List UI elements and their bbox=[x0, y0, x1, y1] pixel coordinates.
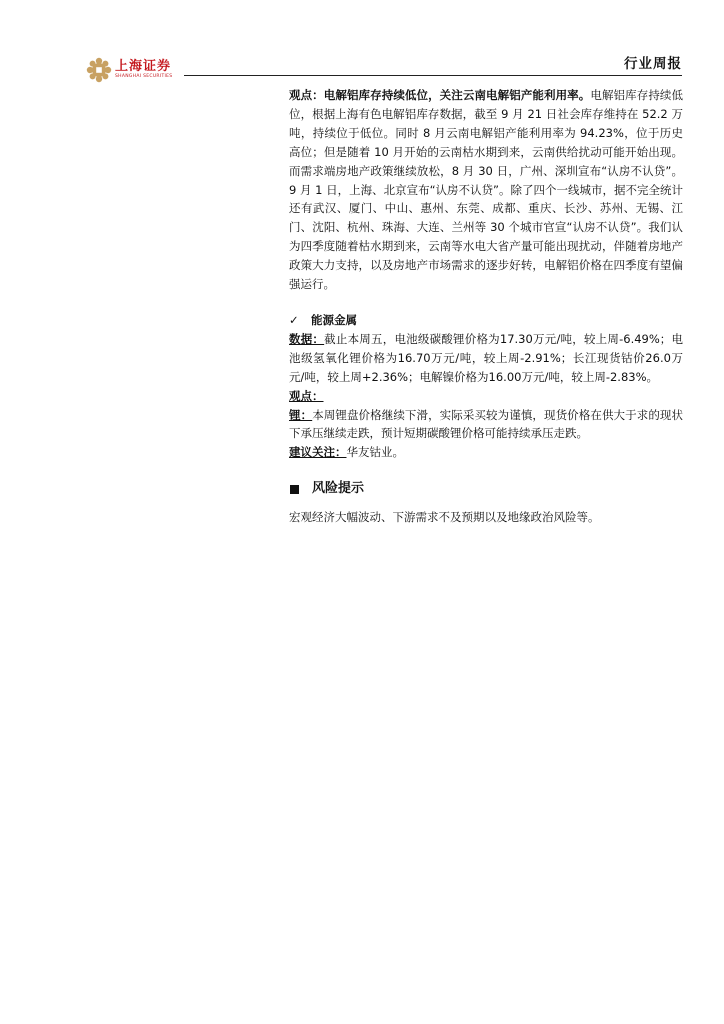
data-text: 截止本周五，电池级碳酸锂价格为17.30万元/吨，较上周-6.49%；电池级氢氧化锂价格为16.70万元/吨，较上周-2.91%；长江现货钴价26.0万元/吨，较上周+2.36%；电解镍价格为16.00万元/吨，较上周-2.83%。 bbox=[289, 331, 684, 384]
risk-text: 宏观经济大幅波动、下游需求不及预期以及地缘政治风险等。 bbox=[289, 510, 600, 525]
shanghai-securities-logo-icon bbox=[86, 57, 112, 83]
square-bullet-icon bbox=[290, 485, 299, 494]
page-header bbox=[0, 0, 724, 80]
company-logo bbox=[86, 57, 172, 83]
checkmark-icon: ✓ bbox=[289, 312, 299, 327]
suggest-paragraph bbox=[289, 443, 683, 462]
energy-metals-view-paragraph bbox=[289, 387, 683, 406]
lithium-paragraph bbox=[289, 406, 683, 444]
suggest-label: 建议关注： bbox=[289, 445, 347, 460]
aluminum-view-text: 电解铝库存持续低位，根据上海有色电解铝库存数据，截至 9 月 21 日社会库存维持在 52.2 万吨，持续位于低位。同时 8 月云南电解铝产能利用率为 94.23%，位于历史高位；但是随着 10 月开始的云南枯水期到来，云南供给扰动可能开始出现。而需求端房地产政策继续放松，8 月 30 日，广州、深圳宣布“认房不认贷”。9 月 1 日，上海、北京宣布“认房不认贷”。除了四个一线城市，据不完全统计还有武汉、厦门、中山、惠州、东莞、成都、重庆、长沙、苏州、无锡、江门、沈阳、杭州、珠海、大连、兰州等 30 个城市官宣“认房不认贷”。我们认为四季度随着枯水期到来，云南等水电大省产量可能出现扰动，伴随着房地产政策大力支持，以及房地产市场需求的逐步好转，电解铝价格在四季度有望偏强运行。 bbox=[289, 88, 684, 292]
header-divider bbox=[184, 75, 682, 76]
energy-metals-data-paragraph bbox=[289, 330, 683, 387]
view-label: 观点： bbox=[289, 388, 324, 403]
lithium-label: 锂： bbox=[289, 407, 313, 422]
risk-heading bbox=[289, 480, 683, 499]
suggest-text: 华友钴业。 bbox=[346, 445, 404, 460]
report-body bbox=[289, 86, 683, 527]
logo-english-name: SHANGHAI SECURITIES bbox=[115, 74, 173, 80]
energy-metals-title: 能源金属 bbox=[311, 312, 357, 327]
document-type-label: 行业周报 bbox=[624, 56, 682, 72]
data-label: 数据： bbox=[289, 331, 325, 346]
aluminum-paragraph bbox=[289, 86, 683, 294]
risk-title: 风险提示 bbox=[312, 481, 365, 497]
lithium-text: 本周锂盘价格继续下滑，实际采买较为谨慎，现货价格在供大于求的现状下承压继续走跌，预计短期碳酸锂价格可能持续承压走跌。 bbox=[289, 407, 684, 441]
aluminum-view-lead: 观点：电解铝库存持续低位，关注云南电解铝产能利用率。 bbox=[289, 88, 591, 102]
energy-metals-heading bbox=[289, 311, 683, 330]
logo-chinese-name: 上海证券 bbox=[115, 59, 172, 75]
